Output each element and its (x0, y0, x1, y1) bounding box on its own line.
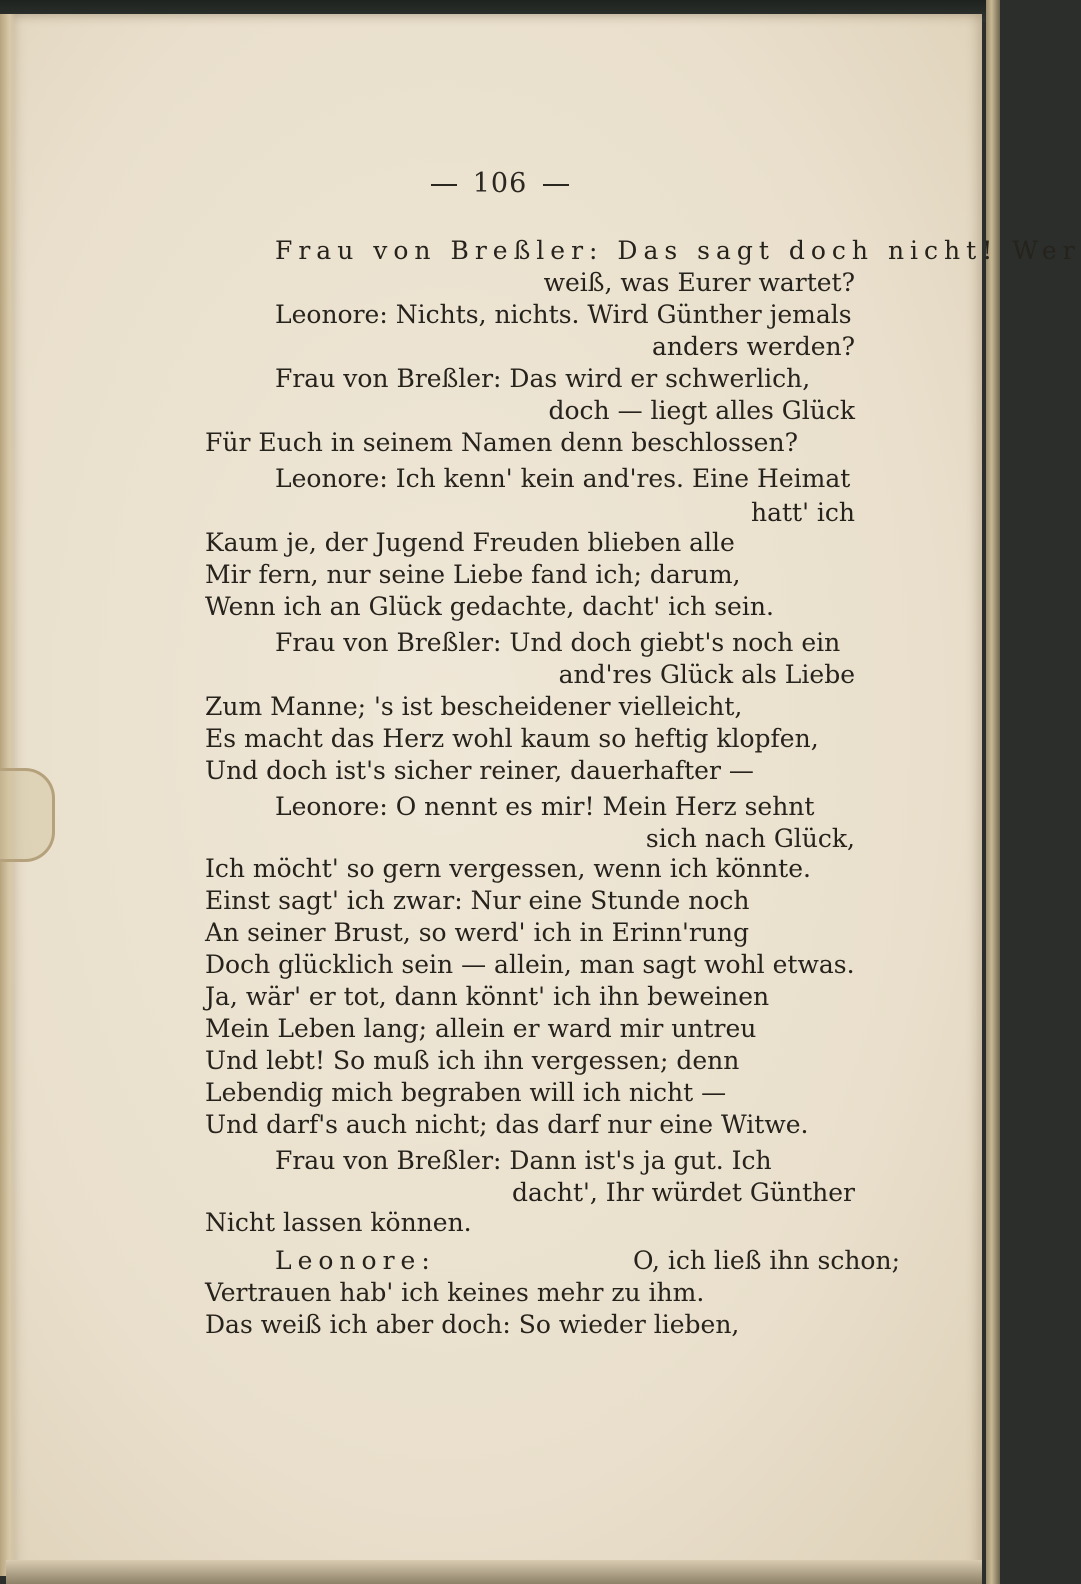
text-line: Und doch ist's sicher reiner, dauerhafter — (205, 756, 754, 785)
text-line: Und lebt! So muß ich ihn vergessen; denn (205, 1046, 740, 1075)
text-line: Einst sagt' ich zwar: Nur eine Stunde noch (205, 886, 750, 915)
text-line: sich nach Glück, (645, 824, 855, 853)
text-line: Mein Leben lang; allein er ward mir untreu (205, 1014, 757, 1043)
page-header (0, 168, 1000, 199)
text-line: Frau von Breßler: Und doch giebt's noch ein (275, 628, 841, 657)
text-line: Mir fern, nur seine Liebe fand ich; darum, (205, 560, 741, 589)
text-line: Frau von Breßler: Dann ist's ja gut. Ich (275, 1146, 772, 1175)
text-line: anders werden? (652, 332, 855, 361)
text-line: dacht', Ihr würdet Günther (511, 1178, 855, 1207)
page-number: 106 (472, 168, 528, 199)
text-line: Es macht das Herz wohl kaum so heftig klopfen, (205, 724, 819, 753)
text-line: Leonore: O nennt es mir! Mein Herz sehnt (275, 792, 815, 821)
text-line: Nicht lassen können. (205, 1208, 472, 1237)
text-line: Für Euch in seinem Namen denn beschlossen? (205, 428, 798, 457)
text-line: doch — liegt alles Glück (548, 396, 855, 425)
text-line: and'res Glück als Liebe (558, 660, 855, 689)
text-line: Zum Manne; 's ist bescheidener vielleicht, (205, 692, 743, 721)
text-line: Vertrauen hab' ich keines mehr zu ihm. (205, 1278, 705, 1307)
text-line: Ich möcht' so gern vergessen, wenn ich könnte. (205, 854, 811, 883)
text-line: weiß, was Eurer wartet? (543, 268, 855, 297)
text-line: Frau von Breßler: Das sagt doch nicht! Wer (275, 236, 1081, 265)
text-line: hatt' ich (750, 498, 855, 527)
text-line: Und darf's auch nicht; das darf nur eine Witwe. (205, 1110, 809, 1139)
text-line: Ja, wär' er tot, dann könnt' ich ihn beweinen (205, 982, 770, 1011)
text-line: Leonore: Nichts, nichts. Wird Günther jemals (275, 300, 852, 329)
text-line: O, ich ließ ihn schon; (632, 1246, 900, 1275)
text-line: Frau von Breßler: Das wird er schwerlich, (275, 364, 811, 393)
header-dash-right (543, 184, 569, 186)
page-clip (0, 768, 55, 862)
page-bottom-edge (6, 1560, 982, 1584)
text-line: Doch glücklich sein — allein, man sagt wohl etwas. (205, 950, 855, 979)
text-line: Kaum je, der Jugend Freuden blieben alle (205, 528, 735, 557)
text-line: Lebendig mich begraben will ich nicht — (205, 1078, 727, 1107)
text-line: An seiner Brust, so werd' ich in Erinn'rung (205, 918, 750, 947)
text-line: Wenn ich an Glück gedachte, dacht' ich sein. (205, 592, 774, 621)
text-line: Leonore: (275, 1246, 436, 1275)
text-line: Leonore: Ich kenn' kein and'res. Eine Heimat (275, 464, 851, 493)
header-dash-left (431, 184, 457, 186)
text-line: Das weiß ich aber doch: So wieder lieben, (205, 1310, 740, 1339)
